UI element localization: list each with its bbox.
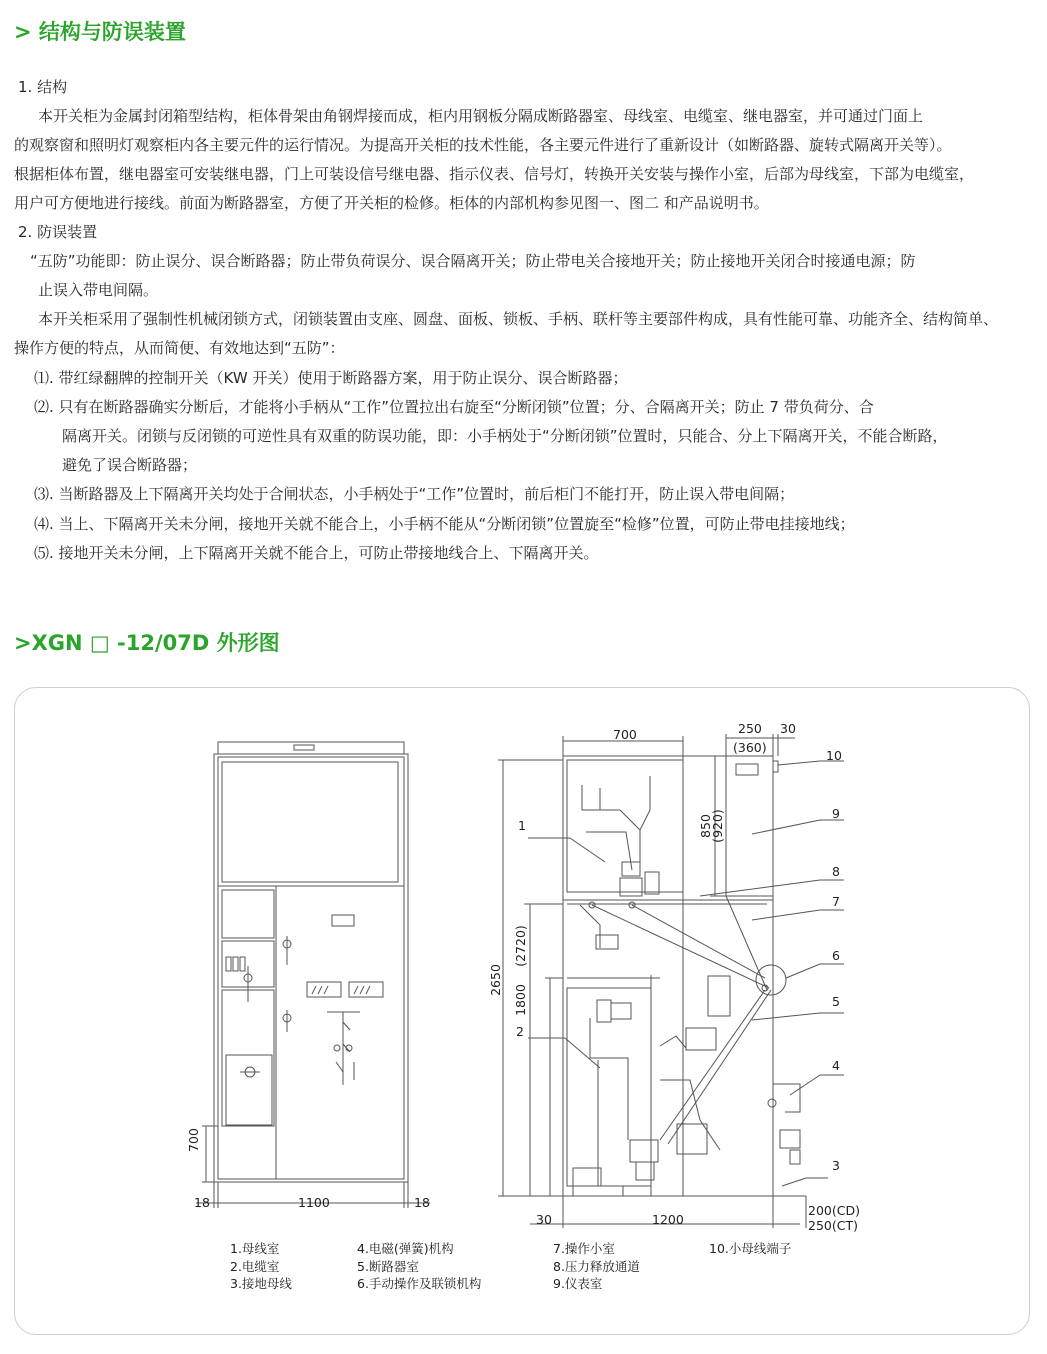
callout-4: 4 — [832, 1058, 840, 1073]
legend-item: 1.母线室 — [230, 1241, 280, 1256]
paragraph-line: 止误入带电间隔。 — [38, 281, 159, 299]
legend-item: 10.小母线端子 — [709, 1241, 792, 1256]
list-item: ⑸. 接地开关未分闸，上下隔离开关就不能合上，可防止带接地线合上、下隔离开关。 — [34, 544, 599, 562]
side-view-cabinet — [563, 756, 806, 1196]
legend-item: 9.仪表室 — [553, 1276, 603, 1291]
dim-side-250: 250 — [738, 721, 762, 736]
dim-side-200cd: 200(CD) — [808, 1203, 860, 1218]
list-item: ⑷. 当上、下隔离开关未分闸，接地开关就不能合上，小手柄不能从“分断闭锁”位置旋至“检修”位置，可防止带电挂接地线； — [34, 515, 855, 533]
dim-front-1100: 1100 — [298, 1195, 330, 1210]
callout-3: 3 — [832, 1158, 840, 1173]
dim-side-360: (360) — [733, 740, 767, 755]
dim-side-250ct: 250(CT) — [808, 1218, 858, 1233]
callout-5: 5 — [832, 994, 840, 1009]
legend-column-4 — [709, 1240, 791, 1258]
list-item: ⑵. 只有在断路器确实分断后，才能将小手柄从“工作”位置拉出右旋至“分断闭锁”位置；分、合隔离开关；防止 7 带负荷分、合 — [34, 398, 874, 416]
front-view-cabinet — [214, 742, 408, 1182]
callout-7: 7 — [832, 894, 840, 909]
paragraph-line: 操作方便的特点，从而简便、有效地达到“五防”： — [14, 339, 345, 357]
dim-side-2650: 2650 — [488, 964, 503, 996]
section-title-structure: > 结构与防误装置 — [14, 20, 186, 44]
legend-item: 5.断路器室 — [357, 1258, 419, 1274]
callout-1: 1 — [518, 818, 526, 833]
list-item-continued: 避免了误合断路器； — [62, 456, 198, 474]
dim-side-1800: 1800 — [513, 984, 528, 1016]
paragraph-line: “五防”功能即：防止误分、误合断路器；防止带负荷误分、误合隔离开关；防止带电关合接地开关；防止接地开关闭合时接通电源；防 — [30, 252, 916, 270]
dim-front-left-18: 18 — [194, 1195, 210, 1210]
paragraph-line: 根据柜体布置，继电器室可安装继电器，门上可装设信号继电器、指示仪表、信号灯，转换开关安装与操作小室，后部为母线室，下部为电缆室， — [14, 165, 975, 183]
dim-side-30-bottom: 30 — [536, 1212, 552, 1227]
paragraph-line: 本开关柜为金属封闭箱型结构，柜体骨架由角钢焊接而成，柜内用钢板分隔成断路器室、母线室、电缆室、继电器室，并可通过门面上 — [38, 107, 924, 125]
dim-side-920: (920) — [710, 809, 725, 843]
dim-side-1200: 1200 — [652, 1212, 684, 1227]
paragraph-line: 的观察窗和照明灯观察柜内各主要元件的运行情况。为提高开关柜的技术性能，各主要元件进行了重新设计（如断路器、旋转式隔离开关等）。 — [14, 136, 952, 154]
heading-structure: 1. 结构 — [18, 78, 68, 96]
list-item: ⑴. 带红绿翻牌的控制开关（KW 开关）使用于断路器方案，用于防止误分、误合断路器； — [34, 369, 628, 387]
dim-front-700: 700 — [186, 1128, 201, 1152]
legend-item: 8.压力释放通道 — [553, 1258, 640, 1274]
side-view-dimensions — [498, 734, 806, 1228]
legend-item: 6.手动操作及联锁机构 — [357, 1276, 482, 1291]
list-item-continued: 隔离开关。闭锁与反闭锁的可逆性具有双重的防误功能，即：小手柄处于“分断闭锁”位置时，只能合、分上下隔离开关，不能合断路， — [62, 427, 948, 445]
section-title-outline-drawing: >XGN □ -12/07D 外形图 — [14, 631, 280, 655]
dim-side-30-top: 30 — [780, 721, 796, 736]
legend-item: 2.电缆室 — [230, 1258, 280, 1274]
dim-side-850: 850 — [698, 814, 713, 838]
legend-column-3 — [553, 1240, 640, 1293]
heading-anti-misoperation: 2. 防误装置 — [18, 223, 98, 241]
legend-item: 4.电磁(弹簧)机构 — [357, 1241, 454, 1256]
callout-leaders — [528, 761, 844, 1186]
dim-side-2720: (2720) — [513, 925, 528, 967]
legend-item: 7.操作小室 — [553, 1241, 615, 1256]
callout-6: 6 — [832, 948, 840, 963]
callout-9: 9 — [832, 806, 840, 821]
legend-column-1 — [230, 1240, 292, 1293]
list-item: ⑶. 当断路器及上下隔离开关均处于合闸状态，小手柄处于“工作”位置时，前后柜门不能打开，防止误入带电间隔； — [34, 485, 795, 503]
paragraph-line: 用户可方便地进行接线。前面为断路器室，方便了开关柜的检修。柜体的内部机构参见图一、图二 和产品说明书。 — [14, 194, 769, 212]
dim-side-700: 700 — [613, 727, 637, 742]
dim-front-right-18: 18 — [414, 1195, 430, 1210]
paragraph-line: 本开关柜采用了强制性机械闭锁方式，闭锁装置由支座、圆盘、面板、锁板、手柄、联杆等主要部件构成，具有性能可靠、功能齐全、结构简单、 — [38, 310, 999, 328]
callout-10: 10 — [826, 748, 842, 763]
callout-8: 8 — [832, 864, 840, 879]
legend-column-2 — [357, 1240, 481, 1293]
legend-item: 3.接地母线 — [230, 1276, 292, 1291]
callout-2: 2 — [516, 1024, 524, 1039]
